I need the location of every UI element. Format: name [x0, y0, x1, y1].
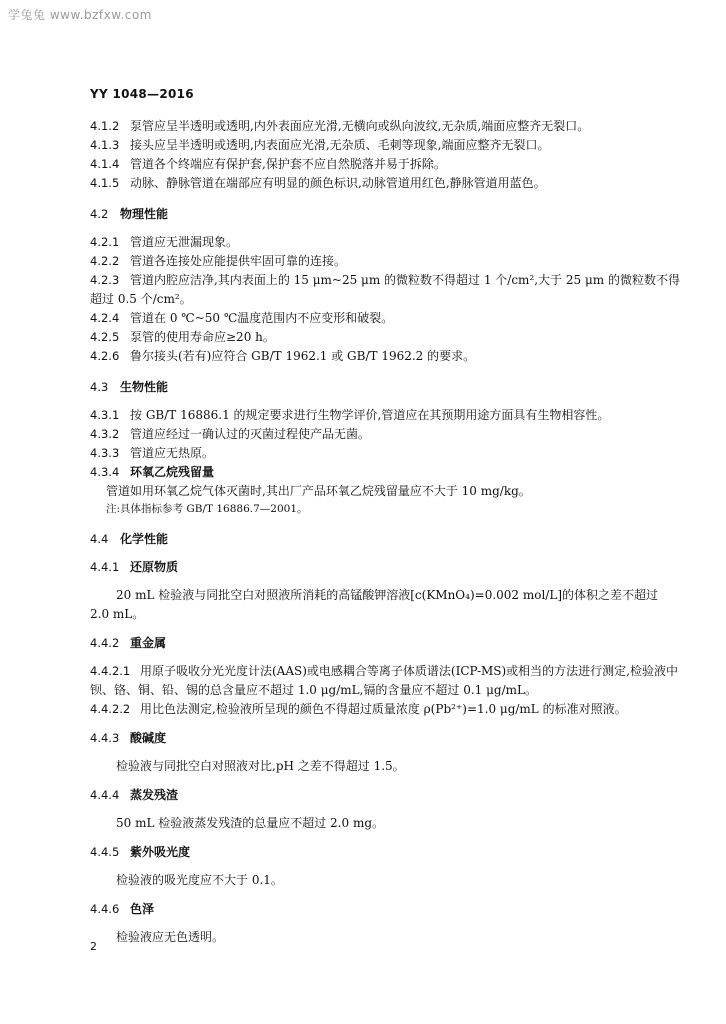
clause-4-4-2-1: [90, 662, 680, 700]
clause-text: 管道各个终端应有保护套,保护套不应自然脱落并易于拆除。: [130, 157, 446, 171]
clause-number: 4.1.5: [90, 176, 120, 190]
clause-number: 4.3.2: [90, 427, 120, 441]
page-number: 2: [90, 940, 97, 953]
clause-number: 4.1.2: [90, 119, 120, 133]
clause-4-4-3-heading: [90, 729, 680, 748]
clause-4-2-2: [90, 252, 680, 271]
biological-items: [90, 406, 680, 518]
clause-4-3-2: [90, 425, 680, 444]
clause-text: 接头应呈半透明或透明,内表面应光滑,无杂质、毛刺等现象,端面应整齐无裂口。: [130, 138, 550, 152]
clause-title: 蒸发残渣: [130, 788, 179, 802]
clause-title: 色泽: [130, 902, 155, 916]
clause-number: 4.2.6: [90, 349, 120, 363]
section-title: 生物性能: [120, 380, 169, 394]
clause-4-3-3: [90, 444, 680, 463]
watermark: 学兔兔 www.bzfxw.com: [8, 8, 152, 22]
clause-number: 4.4.2.1: [90, 664, 131, 678]
clause-text: 用比色法测定,检验液所呈现的颜色不得超过质量浓度 ρ(Pb²⁺)=1.0 μg/mL 的标准对照液。: [140, 702, 627, 716]
appearance-items: [90, 117, 680, 193]
clause-4-4-5-heading: [90, 843, 680, 862]
clause-4-4-2-2: [90, 700, 680, 719]
clause-4-4-6-body: 检验液应无色透明。: [116, 930, 225, 944]
section-number: 4.3: [90, 380, 109, 394]
clause-number: 4.4.1: [90, 560, 120, 574]
clause-4-2-6: [90, 347, 680, 366]
clause-number: 4.2.1: [90, 235, 120, 249]
clause-4-4-4-body: 50 mL 检验液蒸发残渣的总量应不超过 2.0 mg。: [116, 816, 385, 830]
section-biological-heading: [90, 378, 680, 397]
clause-text: 管道应经过一确认过的灭菌过程使产品无菌。: [130, 427, 371, 441]
clause-number: 4.4.6: [90, 902, 120, 916]
clause-number: 4.4.2: [90, 636, 120, 650]
clause-4-1-4: [90, 155, 680, 174]
document-body: [90, 117, 680, 947]
clause-4-4-1-body: 20 mL 检验液与同批空白对照液所消耗的高锰酸钾溶液[c(KMnO₄)=0.002 mol/L]的体积之差不超过 2.0 mL。: [90, 588, 659, 621]
clause-4-1-2: [90, 117, 680, 136]
clause-number: 4.4.4: [90, 788, 120, 802]
clause-text: 鲁尔接头(若有)应符合 GB/T 1962.1 或 GB/T 1962.2 的要求。: [130, 349, 476, 363]
clause-4-3-1: [90, 406, 680, 425]
section-chemical-heading: [90, 530, 680, 549]
section-physical-heading: [90, 205, 680, 224]
clause-title: 紫外吸光度: [130, 845, 191, 859]
clause-4-4-4-heading: [90, 786, 680, 805]
clause-number: 4.4.5: [90, 845, 120, 859]
clause-4-4-6-heading: [90, 900, 680, 919]
clause-title: 还原物质: [130, 560, 179, 574]
standard-header: YY 1048—2016: [90, 87, 194, 101]
clause-4-1-3: [90, 136, 680, 155]
section-title: 物理性能: [120, 207, 169, 221]
clause-title: 重金属: [130, 636, 167, 650]
clause-text: 泵管应呈半透明或透明,内外表面应光滑,无横向或纵向波纹,无杂质,端面应整齐无裂口。: [130, 119, 590, 133]
section-number: 4.2: [90, 207, 109, 221]
clause-4-3-4-heading: [90, 463, 680, 482]
clause-text: 按 GB/T 16886.1 的规定要求进行生物学评价,管道应在其预期用途方面具有生物相容性。: [130, 408, 610, 422]
clause-4-2-4: [90, 309, 680, 328]
section-number: 4.4: [90, 532, 109, 546]
clause-text: 管道应无泄漏现象。: [130, 235, 239, 249]
section-title: 化学性能: [120, 532, 169, 546]
clause-number: 4.3.3: [90, 446, 120, 460]
clause-text: 泵管的使用寿命应≥20 h。: [130, 330, 275, 344]
clause-text: 管道内腔应洁净,其内表面上的 15 μm~25 μm 的微粒数不得超过 1 个/cm²,大于 25 μm 的微粒数不得超过 0.5 个/cm²。: [90, 273, 680, 306]
clause-4-4-5-body: 检验液的吸光度应不大于 0.1。: [116, 873, 283, 887]
clause-number: 4.1.3: [90, 138, 120, 152]
clause-number: 4.4.2.2: [90, 702, 131, 716]
clause-number: 4.1.4: [90, 157, 120, 171]
clause-4-2-1: [90, 233, 680, 252]
clause-4-2-5: [90, 328, 680, 347]
clause-4-3-4-body: 管道如用环氧乙烷气体灭菌时,其出厂产品环氧乙烷残留量应不大于 10 mg/kg。: [106, 484, 531, 498]
clause-4-4-3-body: 检验液与同批空白对照液对比,pH 之差不得超过 1.5。: [116, 759, 405, 773]
clause-4-1-5: [90, 174, 680, 193]
clause-text: 管道应无热原。: [130, 446, 215, 460]
clause-number: 4.2.5: [90, 330, 120, 344]
clause-4-4-1-heading: [90, 558, 680, 577]
clause-text: 管道各连接处应能提供牢固可靠的连接。: [130, 254, 347, 268]
clause-number: 4.2.2: [90, 254, 120, 268]
clause-number: 4.3.1: [90, 408, 120, 422]
clause-text: 动脉、静脉管道在端部应有明显的颜色标识,动脉管道用红色,静脉管道用蓝色。: [130, 176, 546, 190]
clause-title: 环氧乙烷残留量: [130, 465, 215, 479]
clause-title: 酸碱度: [130, 731, 167, 745]
clause-number: 4.3.4: [90, 465, 120, 479]
clause-4-3-4-note: 注:具体指标参考 GB/T 16886.7—2001。: [106, 503, 308, 515]
clause-text: 用原子吸收分光光度计法(AAS)或电感耦合等离子体质谱法(ICP-MS)或相当的方法进行测定,检验液中钡、铬、铜、铅、锡的总含量应不超过 1.0 μg/mL,镉的含量应不超过 0.1 μg/mL。: [90, 664, 678, 697]
clause-number: 4.2.4: [90, 311, 120, 325]
clause-number: 4.2.3: [90, 273, 120, 287]
clause-text: 管道在 0 ℃~50 ℃温度范围内不应变形和破裂。: [130, 311, 394, 325]
physical-items: [90, 233, 680, 366]
clause-number: 4.4.3: [90, 731, 120, 745]
clause-4-2-3: [90, 271, 680, 309]
clause-4-4-2-heading: [90, 634, 680, 653]
